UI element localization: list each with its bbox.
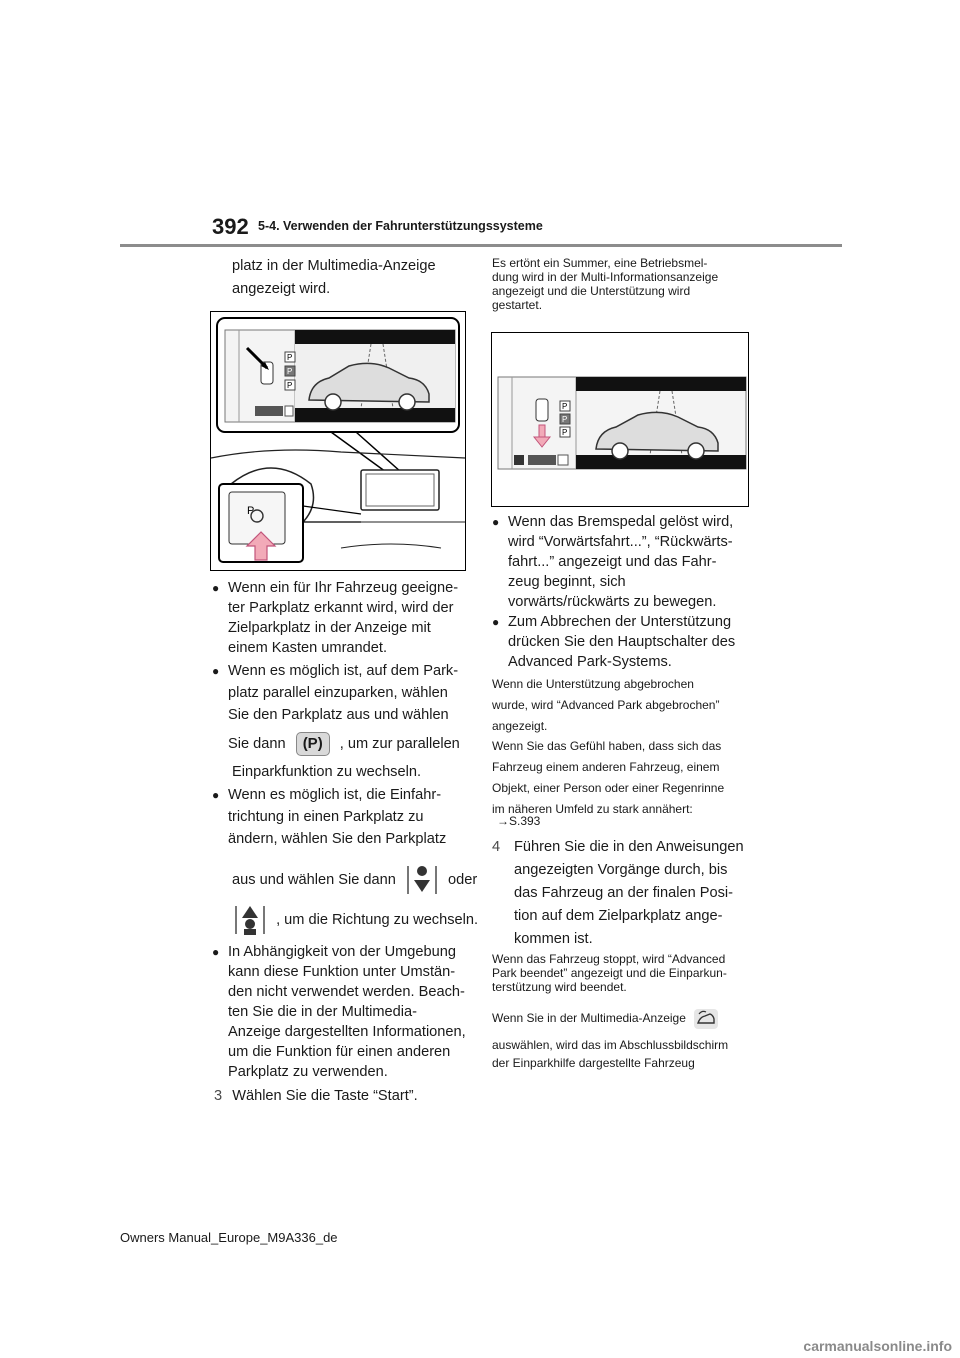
text-line: Parkplatz zu verwenden. [228, 1064, 388, 1080]
slot-label-3: P [287, 381, 293, 390]
page-reference-link[interactable]: →S.393 [497, 814, 541, 828]
bullet-cancel [492, 612, 758, 672]
text-fragment: aus und wählen Sie dann [232, 871, 396, 888]
text-line: den nicht verwendet werden. Beach- [228, 984, 465, 1000]
text-line: Führen Sie die in den Anweisungen [514, 839, 744, 855]
text-fragment: Wenn Sie in der Multimedia-Anzeige [492, 1011, 686, 1026]
text-line: Fahrzeug einem anderen Fahrzeug, einem [492, 760, 720, 774]
figure-drawing-right [492, 333, 748, 506]
slot-label-r3: P [562, 428, 568, 437]
text-line: platz parallel einzuparken, wählen [228, 685, 448, 701]
text-line: Advanced Park-Systems. [508, 654, 672, 670]
text-fragment: , um zur parallelen [339, 735, 460, 752]
figure-start-screen [491, 332, 749, 507]
text-fragment: Sie dann [228, 735, 286, 752]
text-line: wird “Vorwärtsfahrt...”, “Rückwärts- [508, 534, 733, 550]
intro-line1: platz in der Multimedia-Anzeige [232, 258, 436, 274]
parallel-park-icon: (P) [296, 732, 330, 756]
section-title: 5-4. Verwenden der Fahrunterstützungssysteme [258, 219, 543, 233]
text-line: dung wird in der Multi-Informationsanzeige [492, 270, 719, 284]
bullet-suitable-spot [212, 578, 468, 658]
text-line: Wenn es möglich ist, auf dem Park- [228, 663, 459, 679]
text-line: Zielparkplatz in der Anzeige mit [228, 620, 431, 636]
text-line: das Fahrzeug an der finalen Posi- [514, 885, 734, 901]
text-line: Park beendet” angezeigt und die Einparkun- [492, 966, 727, 980]
text-line: der Einparkhilfe dargestellte Fahrzeug [492, 1056, 695, 1070]
text-line: Wenn es möglich ist, die Einfahr- [228, 787, 442, 803]
text-line: Wenn das Bremspedal gelöst wird, [508, 514, 734, 530]
step-number: 4 [492, 839, 501, 855]
figure-multimedia-display [210, 311, 466, 571]
text-line: Es ertönt ein Summer, eine Betriebsmel- [492, 256, 708, 270]
text-line: ändern, wählen Sie den Parkplatz [228, 831, 447, 847]
text-line: fahrt...” angezeigt und das Fahr- [508, 554, 717, 570]
bullet-dot: ● [212, 664, 220, 678]
direction-inline-line [232, 862, 477, 898]
bullet-brake-release [492, 512, 758, 612]
figure-drawing [211, 312, 465, 570]
step-4 [492, 836, 752, 951]
note-ended [492, 952, 754, 994]
note-vehicle-rest [492, 1036, 754, 1072]
slot-label-2: P [287, 367, 293, 376]
text-line: angezeigt. [492, 719, 548, 733]
text-fragment: , um die Richtung zu wechseln. [276, 911, 479, 928]
bullet-dot: ● [492, 515, 500, 529]
text-line: ten Sie die in der Multimedia- [228, 1004, 417, 1020]
text-line: angezeigten Vorgänge durch, bis [514, 862, 728, 878]
text-line: ter Parkplatz erkannt wird, wird der [228, 600, 454, 616]
direction-last-line [232, 902, 478, 938]
text-line: Wenn Sie das Gefühl haben, dass sich das [492, 739, 722, 753]
page-number: 392 [212, 214, 249, 239]
bullet-environment [212, 942, 468, 1082]
text-line: auswählen, wird das im Abschlussbildschirm [492, 1038, 729, 1052]
text-line: In Abhängigkeit von der Umgebung [228, 944, 456, 960]
bullet-change-direction [212, 784, 468, 850]
text-line: kann diese Funktion unter Umstän- [228, 964, 456, 980]
footer-text: Owners Manual_Europe_M9A336_de [120, 1230, 338, 1245]
text-line: tion auf dem Zielparkplatz ange- [514, 908, 723, 924]
slot-label-1: P [287, 353, 293, 362]
watermark: carmanualsonline.info [803, 1338, 952, 1354]
text-line: gestartet. [492, 298, 543, 312]
text-line: terstützung wird beendet. [492, 980, 627, 994]
text-line: Sie den Parkplatz aus und wählen [228, 707, 449, 723]
text-line: wurde, wird “Advanced Park abgebrochen” [492, 698, 720, 712]
switch-label: P [247, 505, 255, 517]
text-fragment: oder [448, 871, 478, 888]
text-line: Zum Abbrechen der Unterstützung [508, 614, 732, 630]
text-line: angezeigt und die Unterstützung wird [492, 284, 691, 298]
slot-label-r1: P [562, 402, 568, 411]
right-intro [492, 256, 752, 312]
vehicle-select-icon [693, 1008, 719, 1030]
text-line: Wenn die Unterstützung abgebrochen [492, 677, 694, 691]
text-line: im näheren Umfeld zu stark annähert: [492, 802, 693, 816]
step-3 [214, 1086, 418, 1106]
text-line: vorwärts/rückwärts zu bewegen. [508, 594, 717, 610]
intro-line2: angezeigt wird. [232, 281, 331, 297]
text-line: kommen ist. [514, 931, 593, 947]
text-line: drücken Sie den Hauptschalter des [508, 634, 736, 650]
step-number: 3 [214, 1088, 223, 1104]
text-line: um die Funktion für einen anderen [228, 1044, 451, 1060]
bullet-dot: ● [212, 945, 220, 959]
parallel-inline-line [228, 732, 460, 756]
reverse-entry-icon [232, 902, 268, 938]
text-line: einem Kasten umrandet. [228, 640, 387, 656]
step-text: Wählen Sie die Taste “Start”. [232, 1088, 418, 1104]
note-cancelled [492, 674, 752, 737]
bullet-dot: ● [212, 581, 220, 595]
bullet-dot: ● [492, 615, 500, 629]
note-vehicle-icon [492, 1008, 754, 1030]
parallel-last-line: Einparkfunktion zu wechseln. [232, 764, 422, 780]
text-line: Objekt, einer Person oder einer Regenrinne [492, 781, 725, 795]
slot-label-r2: P [562, 415, 568, 424]
text-line: zeug beginnt, sich [508, 574, 626, 590]
text-line: Wenn ein für Ihr Fahrzeug geeigne- [228, 580, 459, 596]
note-approach [492, 736, 752, 820]
text-line: trichtung in einen Parkplatz zu [228, 809, 424, 825]
text-line: Wenn das Fahrzeug stoppt, wird “Advanced [492, 952, 726, 966]
header-rule [120, 244, 842, 247]
text-line: Anzeige dargestellten Informationen, [228, 1024, 466, 1040]
forward-entry-icon [404, 862, 440, 898]
bullet-dot: ● [212, 788, 220, 802]
bullet-parallel-park [212, 660, 468, 726]
